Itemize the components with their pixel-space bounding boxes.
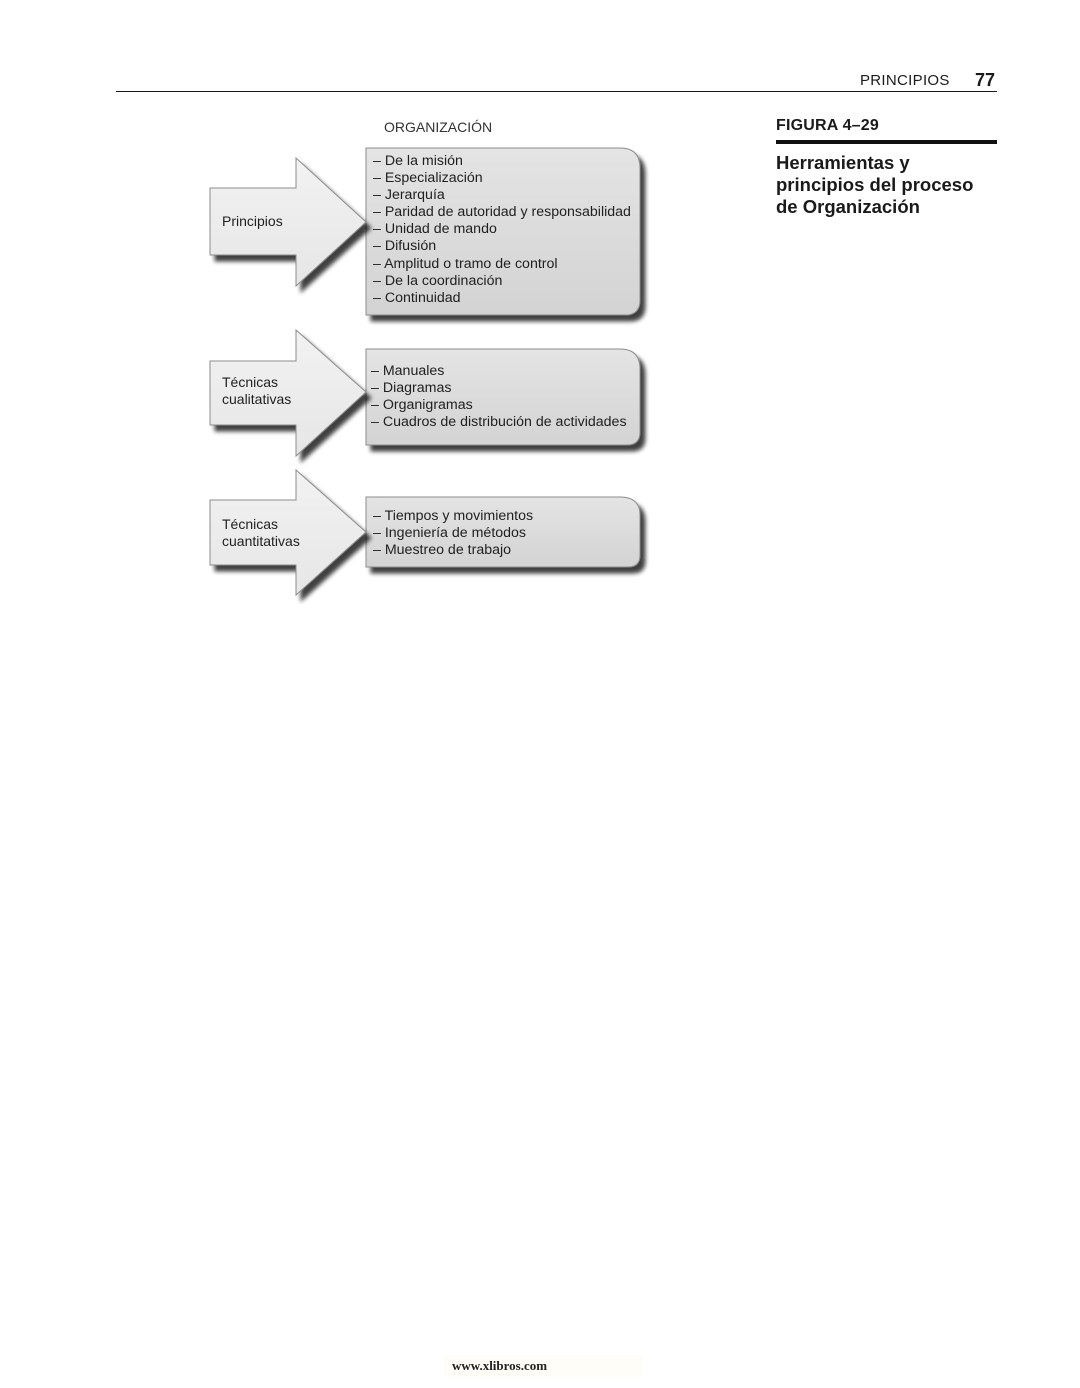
diagram-title: ORGANIZACIÓN — [384, 119, 493, 135]
qualitative-arrow-label — [222, 374, 291, 408]
organization-diagram — [0, 0, 1080, 640]
list-item: – Continuidad — [373, 290, 631, 307]
list-item: – Amplitud o tramo de control — [373, 256, 631, 273]
list-item: – Ingeniería de métodos — [373, 525, 533, 542]
list-item: – Jerarquía — [373, 187, 631, 204]
qualitative-label-line-1: Técnicas — [222, 374, 279, 390]
list-item: – Paridad de autoridad y responsabilidad — [373, 204, 631, 221]
footer-url-text: www.xlibros.com — [452, 1358, 548, 1373]
principles-label-line: Principios — [222, 213, 283, 229]
footer-url — [444, 1355, 642, 1377]
list-item: – De la misión — [373, 153, 631, 170]
qualitative-list — [371, 363, 627, 431]
list-item: – Organigramas — [371, 397, 627, 414]
principles-arrow-label — [222, 213, 283, 230]
list-item: – Diagramas — [371, 380, 627, 397]
list-item: – Cuadros de distribución de actividades — [371, 414, 627, 431]
quantitative-label-line-2: cuantitativas — [222, 533, 300, 549]
page-number: 77 — [975, 70, 996, 90]
quantitative-list — [373, 508, 533, 559]
principles-list — [373, 153, 631, 307]
list-item: – Muestreo de trabajo — [373, 542, 533, 559]
list-item: – Especialización — [373, 170, 631, 187]
qualitative-label-line-2: cualitativas — [222, 391, 292, 407]
list-item: – Unidad de mando — [373, 221, 631, 238]
list-item: – Difusión — [373, 238, 631, 255]
list-item: – Manuales — [371, 363, 627, 380]
list-item: – Tiempos y movimientos — [373, 508, 533, 525]
quantitative-arrow-label — [222, 516, 300, 550]
figure-caption: Herramientas y principios del proceso de Organización — [776, 152, 974, 217]
list-item: – De la coordinación — [373, 273, 631, 290]
running-head-section-title: PRINCIPIOS — [860, 72, 950, 89]
figure-label: FIGURA 4–29 — [776, 117, 879, 134]
quantitative-label-line-1: Técnicas — [222, 516, 279, 532]
